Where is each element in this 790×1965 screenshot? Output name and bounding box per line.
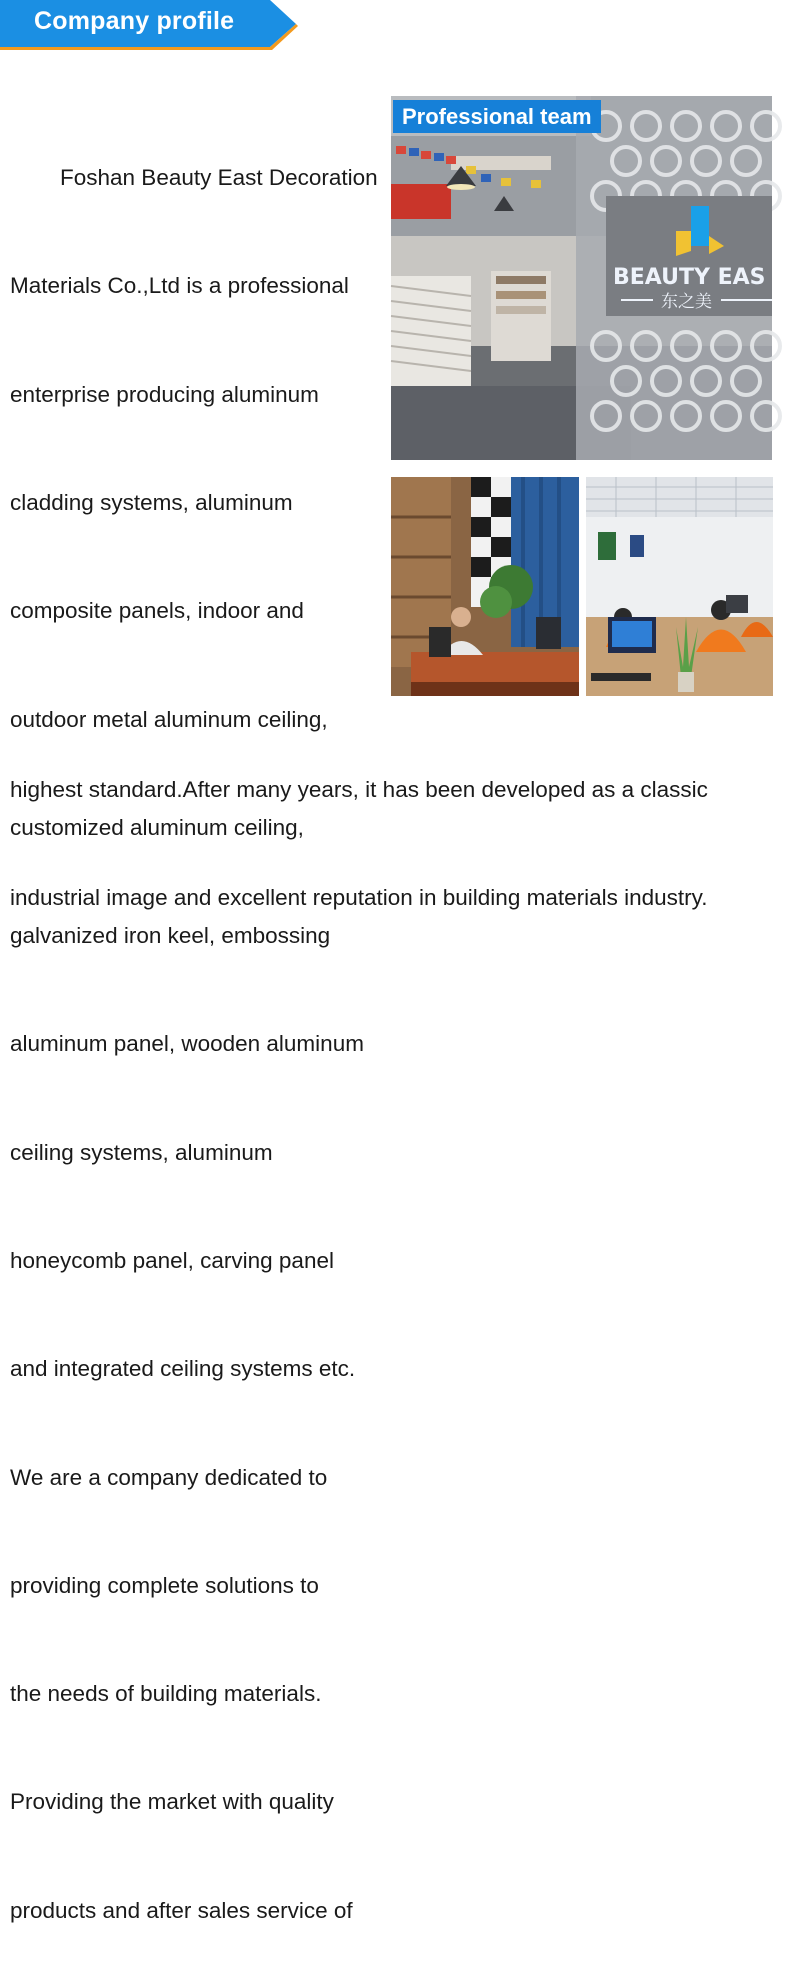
showroom-photo	[391, 96, 772, 460]
text-line: the needs of building materials.	[10, 1681, 322, 1707]
text-line: and integrated ceiling systems etc.	[10, 1356, 356, 1382]
text-line: outdoor metal aluminum ceiling,	[10, 706, 328, 732]
text-line: customized aluminum ceiling,	[10, 814, 304, 840]
text-line: highest standard.After many years, it has been developed as a classic	[10, 777, 708, 803]
company-description-bottom	[10, 700, 785, 953]
office-photo	[391, 477, 579, 696]
team-photo	[586, 477, 773, 696]
photo-caption: Professional team	[393, 100, 601, 133]
text-line: galvanized iron keel, embossing	[10, 923, 331, 949]
text-line: We are a company dedicated to	[10, 1464, 328, 1490]
text-line: composite panels, indoor and	[10, 598, 304, 624]
section-header-banner	[0, 0, 298, 50]
section-title: Company profile	[34, 7, 235, 35]
text-line: ceiling systems, aluminum	[10, 1139, 273, 1165]
text-line: Providing the market with quality	[10, 1789, 334, 1815]
text-line: cladding systems, aluminum	[10, 490, 293, 516]
text-line: products and after sales service of	[10, 1897, 353, 1923]
text-line: honeycomb panel, carving panel	[10, 1248, 334, 1273]
text-line: Foshan Beauty East Decoration	[10, 165, 378, 191]
text-line: enterprise producing aluminum	[10, 381, 319, 407]
sign-cn-text: 东之美	[661, 292, 712, 312]
text-line: aluminum panel, wooden aluminum	[10, 1031, 364, 1057]
text-line: industrial image and excellent reputation in building materials industry.	[10, 885, 708, 911]
text-line: Materials Co.,Ltd is a professional	[10, 273, 349, 299]
company-description-left	[10, 88, 390, 1965]
text-line: providing complete solutions to	[10, 1572, 319, 1598]
sign-brand-text: BEAUTY EAS	[613, 265, 766, 290]
